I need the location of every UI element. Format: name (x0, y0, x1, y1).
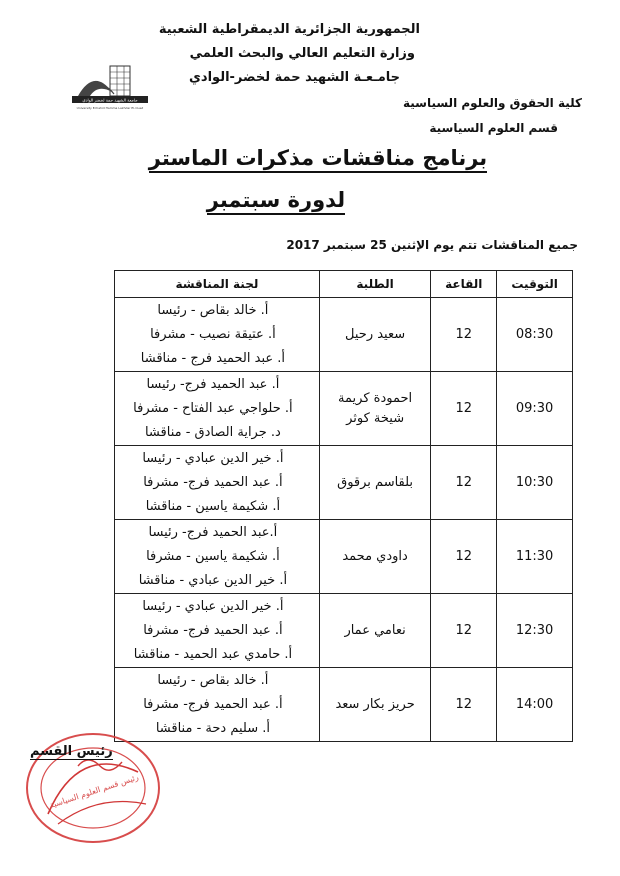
committee-member: د. جراية الصادق - مناقشا (144, 424, 281, 440)
student-name: شيخة كوثر (346, 410, 405, 426)
student-name: حريز بكار سعد (335, 696, 415, 712)
table-row (115, 298, 573, 372)
table-row (115, 372, 573, 446)
cell-students (319, 298, 431, 372)
table-row (115, 668, 573, 742)
table-row (115, 446, 573, 520)
schedule-table (114, 270, 573, 742)
cell-time: 08:30 (497, 298, 573, 372)
student-name: نعامي عمار (344, 622, 406, 638)
committee-member: أ.عبد الحميد فرج- رئيسا (148, 524, 278, 540)
logo-latin-text: University Echahid Hamma Lakhdar El-Oued (76, 106, 144, 110)
student-name: داودي محمد (342, 548, 408, 564)
table-row (115, 594, 573, 668)
committee-member: أ. عبد الحميد فرج- مشرفا (143, 622, 283, 638)
student-name: بلقاسم برقوق (337, 474, 414, 490)
cell-room: 12 (431, 372, 497, 446)
committee-member: أ. خير الدين عبادي - رئيسا (142, 598, 284, 614)
cell-room: 12 (431, 668, 497, 742)
header-committee: لجنة المناقشة (115, 271, 320, 298)
cell-room: 12 (431, 446, 497, 520)
committee-member: أ. شكيمة ياسين - مشرفا (146, 548, 280, 564)
cell-room: 12 (431, 298, 497, 372)
cell-committee (115, 446, 320, 520)
cell-students (319, 520, 431, 594)
logo-arabic-text: جامعة الشهيد حمة لخضر الوادي (82, 97, 138, 103)
cell-committee (115, 520, 320, 594)
student-name: احمودة كريمة (338, 390, 413, 406)
university-logo (68, 62, 154, 112)
cell-committee (115, 594, 320, 668)
committee-member: أ. عتيقة نصيب - مشرفا (150, 326, 276, 342)
committee-member: أ. خالد بقاص - رئيسا (157, 302, 269, 318)
cell-time: 09:30 (497, 372, 573, 446)
stamp-text: رئيس قسم العلوم السياسية (48, 772, 140, 810)
title-line-2: لدورة سبتمبر (207, 188, 345, 215)
faculty-name: كلية الحقوق والعلوم السياسية (402, 96, 582, 110)
title-line-1: برنامج مناقشات مذكرات الماستر (149, 146, 487, 173)
document-title (8, 146, 620, 170)
document-subtitle (0, 188, 586, 212)
cell-room: 12 (431, 594, 497, 668)
committee-member: أ. عبد الحميد فرج- مشرفا (143, 474, 283, 490)
table-row (115, 520, 573, 594)
committee-member: أ. سليم دحة - مناقشا (155, 720, 270, 736)
header-ministry: وزارة التعليم العالي والبحث العلمي (189, 46, 415, 61)
cell-time: 14:00 (497, 668, 573, 742)
committee-member: أ. خير الدين عبادي - رئيسا (142, 450, 284, 466)
header-republic: الجمهورية الجزائرية الديمقراطية الشعبية (158, 22, 420, 37)
committee-member: أ. عبد الحميد فرج- رئيسا (146, 376, 280, 392)
header-students: الطلبة (319, 271, 431, 298)
cell-time: 10:30 (497, 446, 573, 520)
committee-member: أ. شكيمة ياسين - مناقشا (145, 498, 281, 514)
cell-committee (115, 298, 320, 372)
cell-students (319, 594, 431, 668)
cell-students (319, 446, 431, 520)
cell-students (319, 372, 431, 446)
schedule-intro: جميع المناقشات تتم يوم الإثنين 25 سبتمبر 2017 (286, 238, 578, 252)
header-room: القاعة (431, 271, 497, 298)
committee-member: أ. حامدي عبد الحميد - مناقشا (133, 646, 293, 662)
committee-member: أ. حلواجي عبد الفتاح - مشرفا (133, 400, 293, 416)
header-university: جامـعـة الشهيد حمة لخضر-الوادي (189, 70, 400, 85)
student-name: سعيد رحيل (345, 326, 406, 342)
cell-committee (115, 372, 320, 446)
header-time: التوقيت (497, 271, 573, 298)
committee-member: أ. خالد بقاص - رئيسا (157, 672, 269, 688)
signature-label: رئيس القسم (30, 744, 113, 759)
committee-member: أ. عبد الحميد فرج- مشرفا (143, 696, 283, 712)
cell-students (319, 668, 431, 742)
committee-member: أ. خير الدين عبادي - مناقشا (138, 572, 288, 588)
cell-time: 12:30 (497, 594, 573, 668)
department-name: قسم العلوم السياسية (429, 121, 558, 135)
table-header-row (115, 271, 573, 298)
cell-time: 11:30 (497, 520, 573, 594)
committee-member: أ. عبد الحميد فرج - مناقشا (140, 350, 286, 366)
cell-room: 12 (431, 520, 497, 594)
